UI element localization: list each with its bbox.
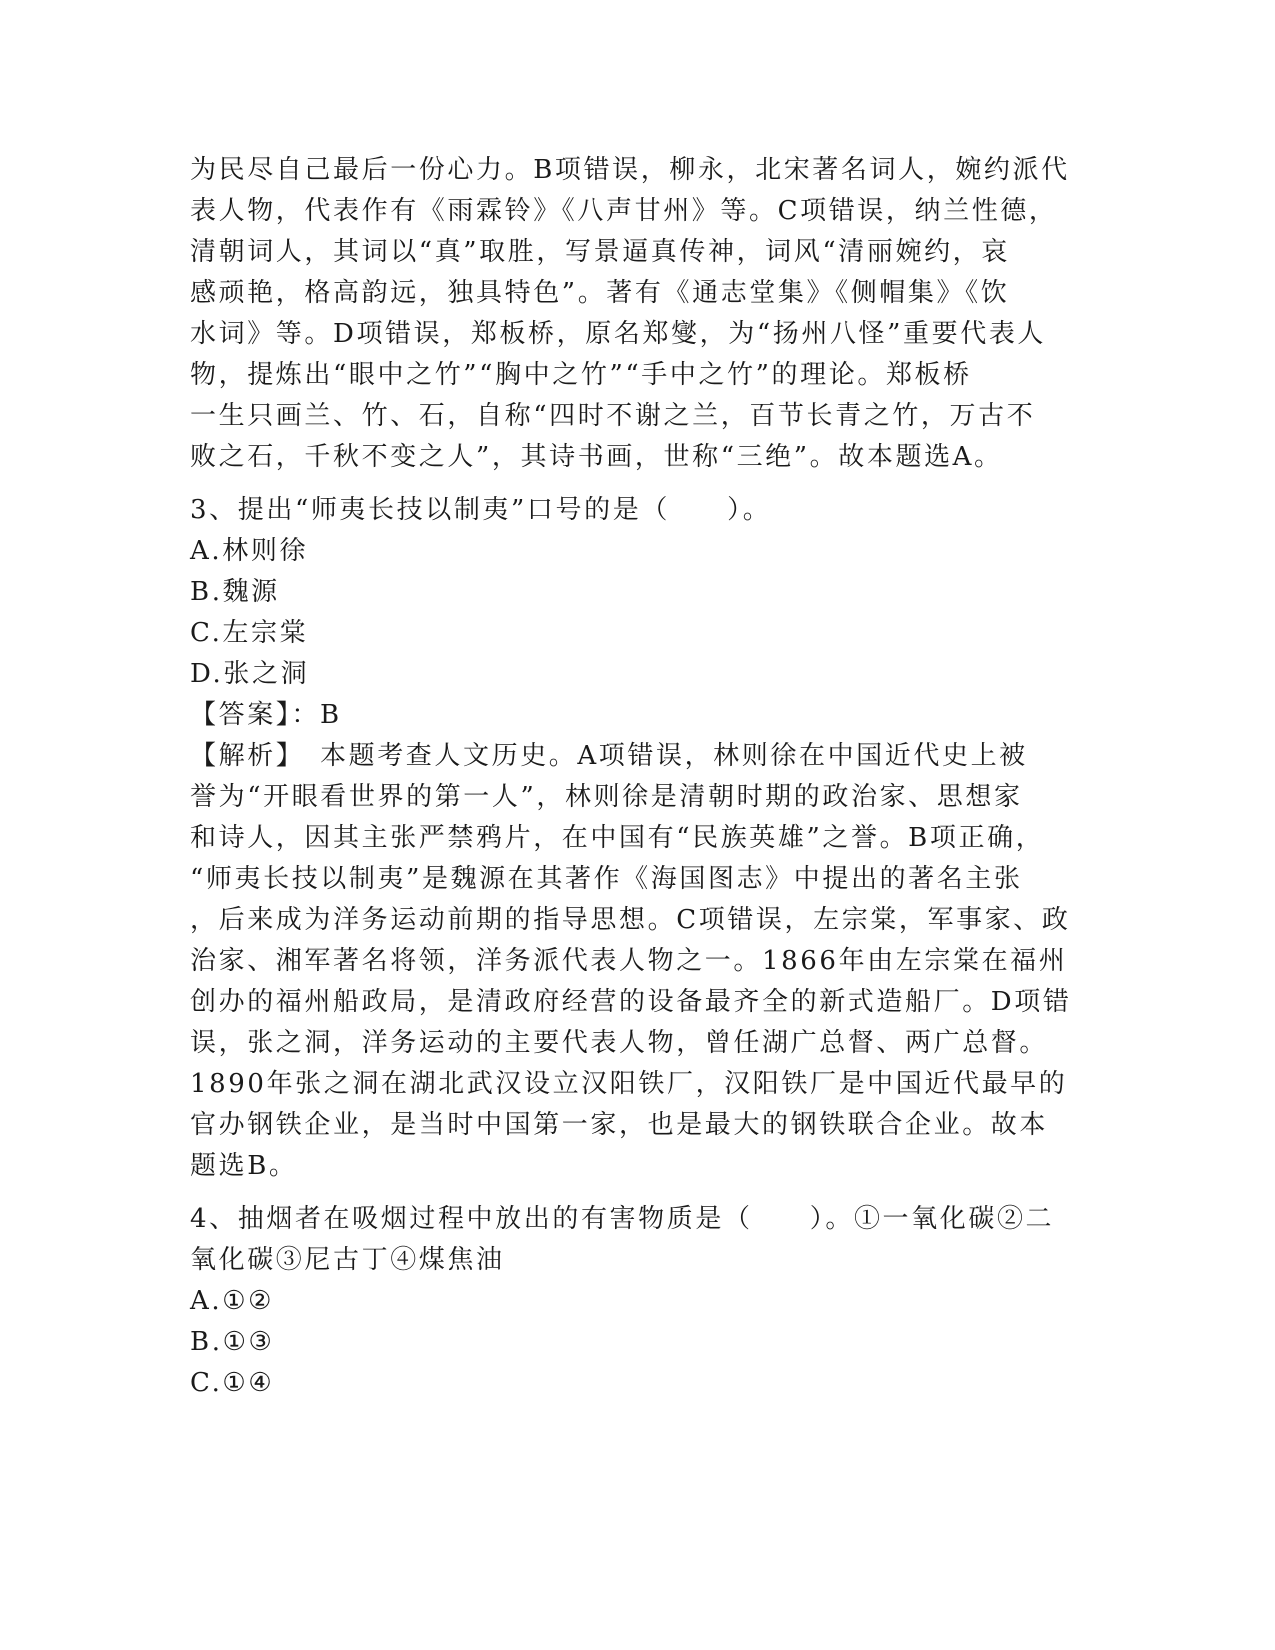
spacer <box>190 478 1090 490</box>
option-a: A.①② <box>190 1286 275 1316</box>
text-line: 【解析】 本题考查人文历史。A项错误，林则徐在中国近代史上被 <box>190 741 1028 771</box>
text-line: 和诗人，因其主张严禁鸦片，在中国有“民族英雄”之誉。B项正确， <box>190 823 1045 853</box>
text-line: 表人物，代表作有《雨霖铃》《八声甘州》等。C项错误，纳兰性德， <box>190 196 1058 226</box>
text-line: “师夷长技以制夷”是魏源在其著作《海国图志》中提出的著名主张 <box>190 864 1023 894</box>
text-line: 1890年张之洞在湖北武汉设立汉阳铁厂，汉阳铁厂是中国近代最早的 <box>190 1069 1068 1099</box>
question-stem: 3、提出“师夷长技以制夷”口号的是（ ）。 <box>190 495 772 525</box>
option-c: C.①④ <box>190 1368 275 1398</box>
text-line: 物，提炼出“眼中之竹”“胸中之竹”“手中之竹”的理论。郑板桥 <box>190 360 972 390</box>
question-3 <box>190 490 1090 1187</box>
option-c: C.左宗棠 <box>190 618 309 648</box>
text-line: 誉为“开眼看世界的第一人”，林则徐是清朝时期的政治家、思想家 <box>190 782 1023 812</box>
document-page <box>190 150 1090 1404</box>
question-stem: 4、抽烟者在吸烟过程中放出的有害物质是（ ）。①一氧化碳②二 <box>190 1204 1055 1234</box>
question-4 <box>190 1199 1090 1404</box>
text-line: 创办的福州船政局，是清政府经营的设备最齐全的新式造船厂。D项错 <box>190 987 1072 1017</box>
text-line: 一生只画兰、竹、石，自称“四时不谢之兰，百节长青之竹，万古不 <box>190 401 1036 431</box>
text-line: 为民尽自己最后一份心力。B项错误，柳永，北宋著名词人，婉约派代 <box>190 155 1070 185</box>
text-line: ，后来成为洋务运动前期的指导思想。C项错误，左宗棠，军事家、政 <box>190 905 1071 935</box>
answer-label: 【答案】：B <box>190 700 342 730</box>
option-d: D.张之洞 <box>190 659 310 689</box>
previous-explanation <box>190 150 1090 478</box>
question-3-explanation <box>190 736 1090 1187</box>
text-line: 水词》等。D项错误，郑板桥，原名郑燮，为“扬州八怪”重要代表人 <box>190 319 1047 349</box>
text-line: 题选B。 <box>190 1151 298 1181</box>
text-line: 误，张之洞，洋务运动的主要代表人物，曾任湖广总督、两广总督。 <box>190 1028 1049 1058</box>
question-stem: 氧化碳③尼古丁④煤焦油 <box>190 1245 505 1275</box>
text-line: 败之石，千秋不变之人”，其诗书画，世称“三绝”。故本题选A。 <box>190 442 1003 472</box>
text-line: 清朝词人，其词以“真”取胜，写景逼真传神，词风“清丽婉约，哀 <box>190 237 1010 267</box>
spacer <box>190 1187 1090 1199</box>
text-line: 感顽艳，格高韵远，独具特色”。著有《通志堂集》《侧帽集》《饮 <box>190 278 1010 308</box>
option-b: B.①③ <box>190 1327 275 1357</box>
option-b: B.魏源 <box>190 577 280 607</box>
text-line: 治家、湘军著名将领，洋务派代表人物之一。1866年由左宗棠在福州 <box>190 946 1068 976</box>
text-line: 官办钢铁企业，是当时中国第一家，也是最大的钢铁联合企业。故本 <box>190 1110 1049 1140</box>
option-a: A.林则徐 <box>190 536 309 566</box>
